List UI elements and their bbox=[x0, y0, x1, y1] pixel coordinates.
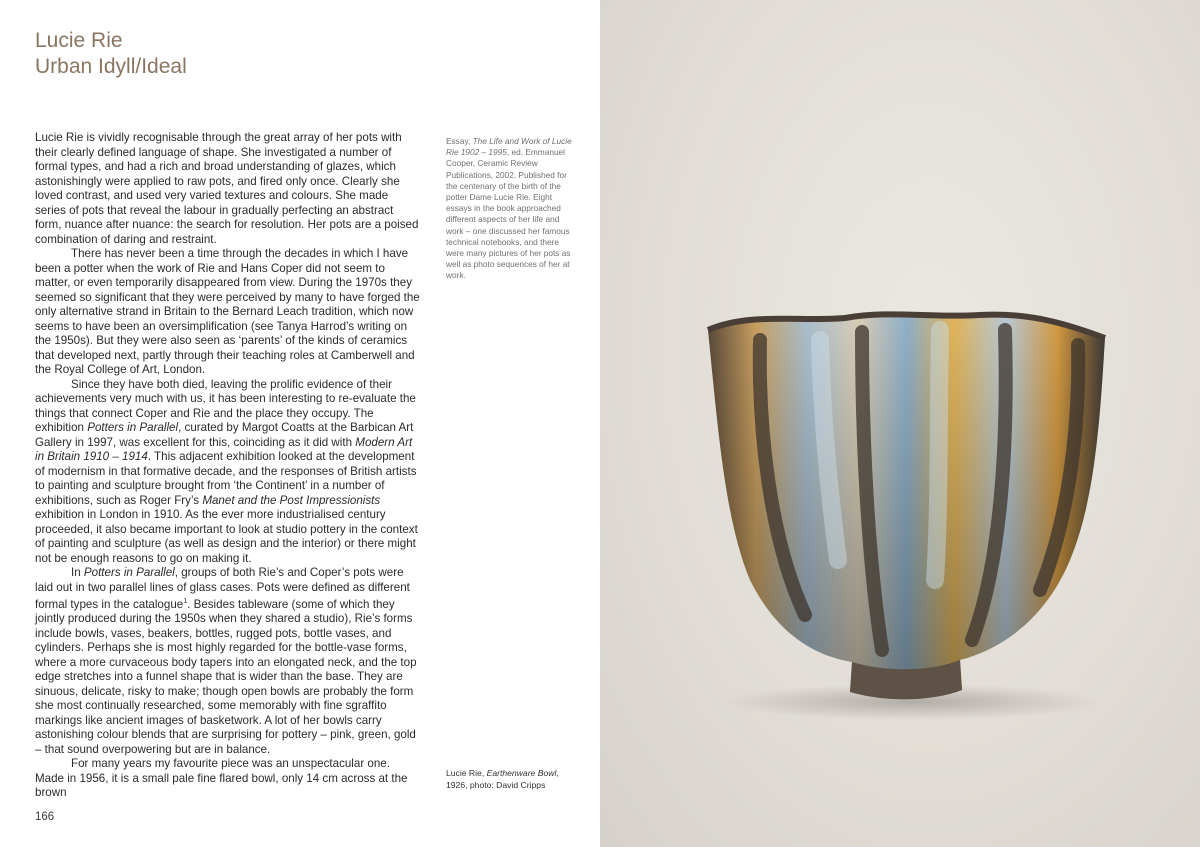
p4-italic-1: Potters in Parallel bbox=[83, 566, 175, 579]
footnote-marker: 1 bbox=[183, 598, 188, 605]
caption-text-b: , 1926, photo: David Cripps bbox=[446, 768, 559, 790]
p4-text-c: . Besides tableware (some of which they jointly produced during the 1950s when they shared a studio), Rie’s forms include bowls, vases, beakers, bottles, rugged pots, bottle vases, and cylinders. Perhaps she is most highly regarded for the bottle-vase forms, where a more curvaceous body tapers into an elongated neck, and the top edge stretches into a funnel shape that is wider than the base. They are sinuous, delicate, risky to make; though open bowls are probably the form she most continually researched, some memorably with fine sgraffito markings like ancient images of basketwork. A lot of her bowls carry astonishing colour blends that are surprising for pottery – pink, green, gold – that sound overpowering but are in balance. bbox=[35, 597, 417, 756]
p3-italic-3: Manet and the Post Impressionists bbox=[202, 493, 381, 507]
paragraph-5: For many years my favourite piece was an unspectacular one. Made in 1956, it is a small pale fine flared bowl, only 14 cm across at the brown bbox=[35, 757, 408, 800]
p3-text-b: , curated by Margot Coatts at the Barbican Art Gallery in 1997, was excellent for this, coinciding as it did with bbox=[35, 421, 414, 449]
page-number: 166 bbox=[35, 811, 55, 823]
earthenware-bowl-photo bbox=[600, 0, 1200, 847]
p4-text-b: , groups of both Rie’s and Coper’s pots were laid out in two parallel lines of glass cases. Pots were defined as different formal types in the catalogue bbox=[35, 566, 410, 611]
sidenote-text-b: , ed. Emmanuel Cooper, Ceramic Review Publications, 2002. Published for the centenary of the birth of the potter Dame Lucie Rie. Eight essays in the book approached different aspects of her life and work – one discussed her famous technical notebooks, and there were many pictures of her pots as well as photo sequences of her at work. bbox=[446, 147, 571, 281]
page-title bbox=[35, 28, 187, 80]
caption-text bbox=[446, 767, 576, 791]
sidenote-text bbox=[446, 136, 574, 282]
title-line-2: Urban Idyll/Ideal bbox=[35, 55, 187, 78]
p3-italic-2: Modern Art in Britain 1910 – 1914 bbox=[35, 435, 413, 463]
essay-body bbox=[35, 131, 420, 801]
p3-italic-1: Potters in Parallel bbox=[87, 421, 179, 434]
right-page-photo bbox=[600, 0, 1200, 847]
sidenote-text-a: Essay, bbox=[446, 136, 473, 146]
title-line-1: Lucie Rie bbox=[35, 29, 123, 52]
sidenote-italic: The Life and Work of Lucie Rie 1902 – 1995 bbox=[446, 136, 572, 158]
p4-text-a: In bbox=[71, 566, 84, 579]
image-caption bbox=[446, 767, 576, 791]
caption-italic: Earthenware Bowl bbox=[486, 768, 557, 778]
p3-text-c: . This adjacent exhibition looked at the development of modernism in that formative decade, and the responses of British artists to painting and sculpture brought from ‘the Continent’ in a number of exhibitions, such as Roger Fry’s bbox=[35, 450, 417, 507]
paragraph-4 bbox=[35, 566, 420, 757]
paragraph-1: Lucie Rie is vividly recognisable through the great array of her pots with their clearly defined language of shape. She investigated a number of formal types, and had a rich and broad understanding of glazes, which astonishingly were applied to raw pots, and fired only once. Clearly she loved contrast, and used very varied textures and colours. She made series of pots that reveal the labour in gradually perfecting an abstract form, nuance after nuance: the search for resolution. Her pots are a poised combination of daring and restraint. bbox=[35, 131, 419, 246]
caption-text-a: Lucie Rie, bbox=[446, 768, 487, 778]
paragraph-3 bbox=[35, 378, 420, 567]
p3-text-a: Since they have both died, leaving the prolific evidence of their achievements very much with us, it has been interesting to re-evaluate the things that connect Coper and Rie and the place they occupy. The exhibition bbox=[35, 377, 416, 434]
sidenote bbox=[446, 136, 574, 282]
p3-text-d: exhibition in London in 1910. As the ever more industrialised century proceeded, it also became important to look at studio pottery in the context of painting and sculpture (as well as design and the interior) or there might not be enough reasons to go on making it. bbox=[35, 508, 418, 565]
paragraph-2: There has never been a time through the decades in which I have been a potter when the work of Rie and Hans Coper did not seem to matter, or even temporarily disappeared from view. During the 1970s they seemed so significant that they were perceived by many to have forged the only alternative strand in Britain to the Bernard Leach tradition, which now seems to have been an oversimplification (see Tanya Harrod’s writing on the 1950s). But they were also seen as ‘parents’ of the kinds of ceramics that developed next, partly through their teaching roles at Camberwell and the Royal College of Art, London. bbox=[35, 247, 420, 376]
